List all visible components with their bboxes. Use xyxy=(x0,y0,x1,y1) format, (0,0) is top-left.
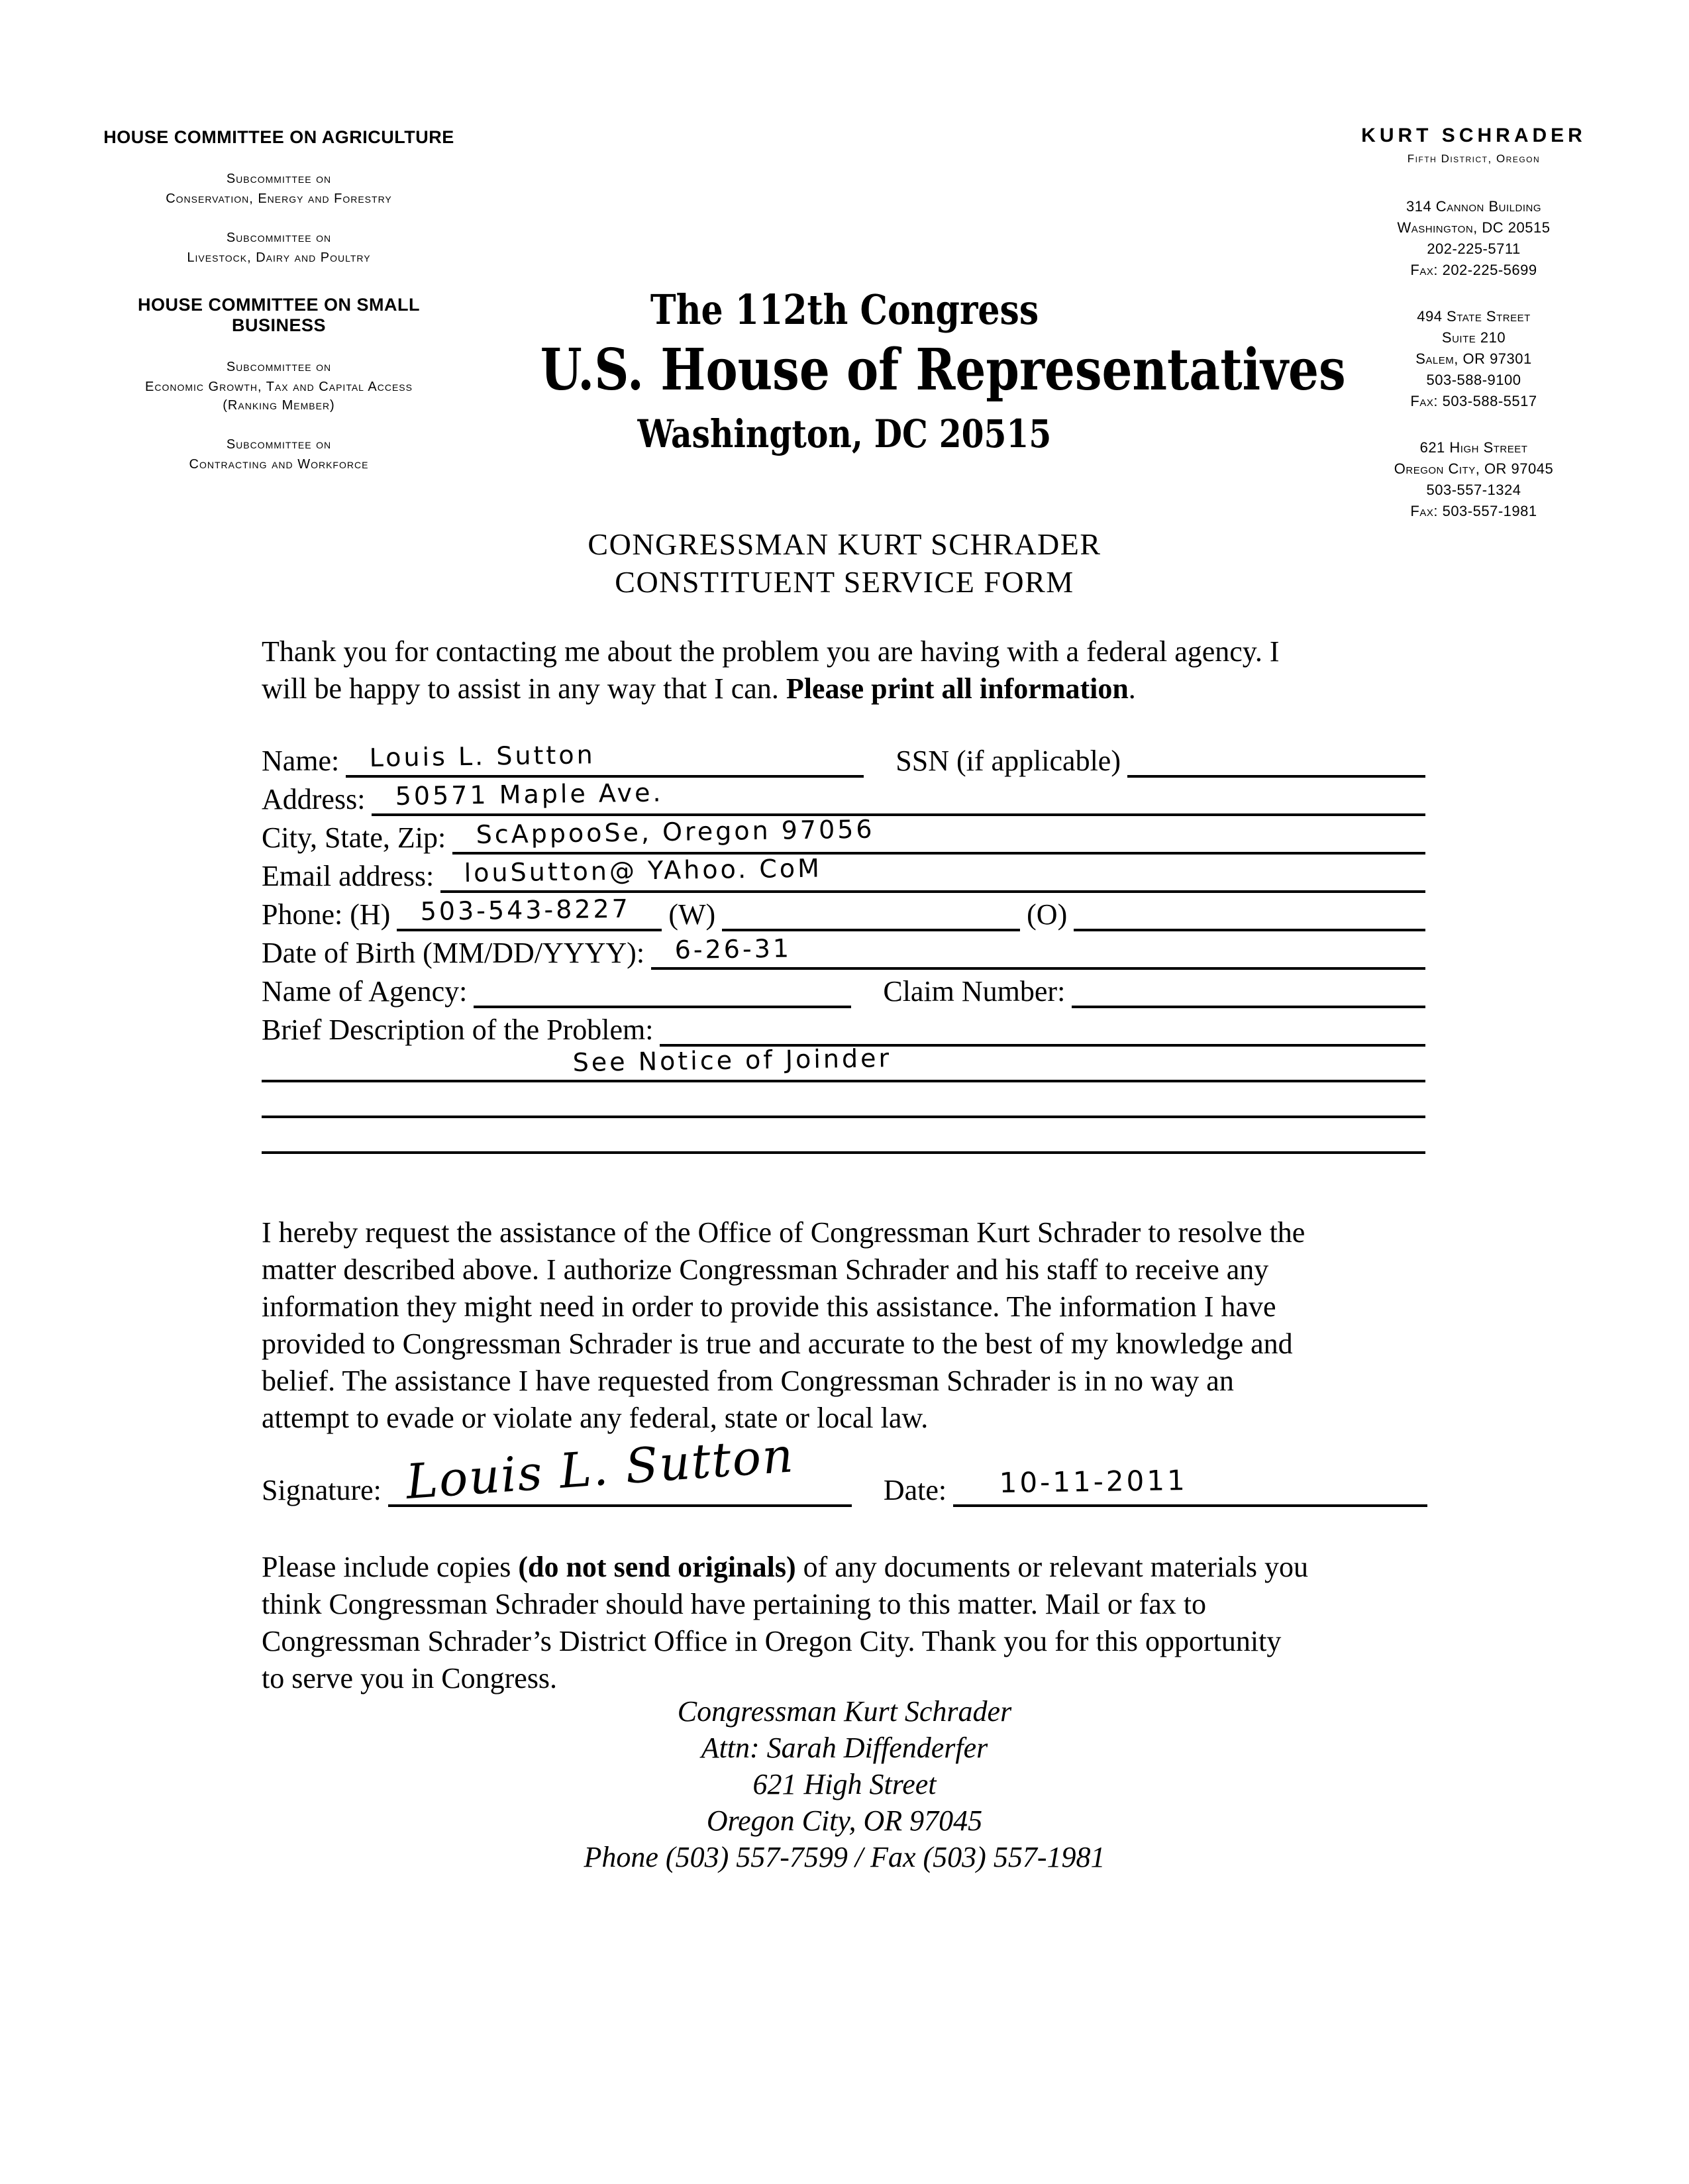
signature-row xyxy=(262,1427,1427,1510)
office-line: Oregon City, OR 97045 xyxy=(1394,460,1554,477)
name-value: Louis L. Sutton xyxy=(369,740,596,772)
problem-description-line xyxy=(262,1082,1425,1118)
district-office-line: Congressman Kurt Schrader xyxy=(677,1695,1012,1728)
email-row xyxy=(262,855,1425,893)
authorization-line: information they might need in order to provide this assistance. The information I have xyxy=(262,1290,1276,1323)
ssn-label: SSN (if applicable) xyxy=(896,745,1121,777)
office-line: Washington, DC 20515 xyxy=(1397,219,1551,236)
district-office-line: 621 High Street xyxy=(752,1768,937,1800)
subcommittee-name-livestock: Livestock, Dairy and Poultry xyxy=(187,250,371,265)
masthead-chamber: U.S. House of Representatives xyxy=(540,337,1346,403)
ranking-member-note: (Ranking Member) xyxy=(223,398,335,413)
problem-description-underline xyxy=(262,1043,1425,1082)
mailing-text: of any documents or relevant materials you xyxy=(795,1551,1309,1583)
phone-work-label: (W) xyxy=(668,898,716,931)
form-fields xyxy=(262,739,1425,1154)
committee-letterhead xyxy=(91,127,466,472)
form-title xyxy=(0,525,1689,601)
district-office-line: Attn: Sarah Diffenderfer xyxy=(701,1732,988,1764)
office-line: 314 Cannon Building xyxy=(1406,198,1541,215)
name-underline xyxy=(346,739,864,778)
member-name: KURT SCHRADER xyxy=(1361,125,1586,146)
city-state-zip-value: ScAppooSe, Oregon 97056 xyxy=(476,814,876,849)
claim-number-underline xyxy=(1072,970,1425,1008)
district-office-line: Oregon City, OR 97045 xyxy=(706,1804,983,1837)
masthead xyxy=(464,285,1346,462)
subcommittee-label: Subcommittee on xyxy=(226,172,332,186)
agency-row xyxy=(262,970,1425,1008)
subcommittee-name-contracting: Contracting and Workforce xyxy=(189,457,369,472)
name-label: Name: xyxy=(262,745,340,777)
subcommittee-label: Subcommittee on xyxy=(226,360,332,374)
address-underline xyxy=(372,778,1425,816)
phone-row xyxy=(262,893,1425,931)
address-row xyxy=(262,778,1425,816)
mailing-text: Please include copies xyxy=(262,1551,519,1583)
authorization-line: matter described above. I authorize Congressman Schrader and his staff to receive any xyxy=(262,1253,1269,1286)
email-value: louSutton@ YAhoo. CoM xyxy=(464,853,823,888)
intro-line: Thank you for contacting me about the problem you are having with a federal agency. I xyxy=(262,635,1280,668)
intro-text: will be happy to assist in any way that I can. xyxy=(262,672,786,705)
phone-home-underline xyxy=(397,893,662,931)
district-office-line: Phone (503) 557-7599 / Fax (503) 557-1981 xyxy=(584,1841,1105,1873)
intro-line xyxy=(262,670,1434,707)
problem-description-line xyxy=(262,1043,1425,1082)
name-row xyxy=(262,739,1425,778)
committee-title-small-business: HOUSE COMMITTEE ON SMALL BUSINESS xyxy=(138,295,420,335)
office-line: Fax: 202-225-5699 xyxy=(1410,262,1537,278)
subcommittee-name-conservation: Conservation, Energy and Forestry xyxy=(166,191,392,206)
problem-description-underline xyxy=(660,1008,1425,1047)
mailing-instructions-line xyxy=(262,1549,1434,1586)
dob-value: 6-26-31 xyxy=(674,933,792,964)
office-line: 621 High Street xyxy=(1419,439,1528,456)
mailing-instructions-paragraph xyxy=(262,1549,1434,1697)
intro-period: . xyxy=(1128,672,1136,705)
phone-work-underline xyxy=(722,893,1020,931)
office-line: 494 State Street xyxy=(1417,308,1531,325)
subcommittee-name-economic-growth: Economic Growth, Tax and Capital Access xyxy=(145,380,413,394)
authorization-line: attempt to evade or violate any federal, state or local law. xyxy=(262,1402,929,1434)
problem-description-underline xyxy=(262,1118,1425,1154)
agency-label: Name of Agency: xyxy=(262,975,468,1008)
signature-underline xyxy=(388,1427,852,1510)
member-district: Fifth District, Oregon xyxy=(1407,152,1541,165)
office-address-salem xyxy=(1317,306,1631,412)
mailing-instructions-line: think Congressman Schrader should have pertaining to this matter. Mail or fax to xyxy=(262,1588,1207,1620)
subcommittee-label: Subcommittee on xyxy=(226,437,332,452)
office-line: Fax: 503-557-1981 xyxy=(1410,503,1537,519)
mailing-instructions-line: to serve you in Congress. xyxy=(262,1662,558,1694)
member-letterhead xyxy=(1317,125,1631,522)
ssn-underline xyxy=(1127,739,1425,778)
masthead-city: Washington, DC 20515 xyxy=(637,411,1052,456)
problem-description-line xyxy=(262,1118,1425,1154)
office-line: 503-588-9100 xyxy=(1426,372,1521,388)
phone-home-value: 503-543-8227 xyxy=(420,894,631,926)
office-address-oregon-city xyxy=(1317,437,1631,522)
do-not-send-originals-emphasis: (do not send originals) xyxy=(518,1551,796,1583)
office-line: 202-225-5711 xyxy=(1427,240,1521,257)
date-label: Date: xyxy=(883,1474,947,1506)
print-all-information-emphasis: Please print all information xyxy=(786,672,1129,705)
problem-description-underline xyxy=(262,1082,1425,1118)
date-underline xyxy=(953,1453,1427,1507)
problem-description-label: Brief Description of the Problem: xyxy=(262,1014,654,1046)
office-line: 503-557-1324 xyxy=(1426,482,1521,498)
signature-value: Louis L. Sutton xyxy=(403,1427,796,1510)
dob-underline xyxy=(651,931,1425,970)
office-line: Salem, OR 97301 xyxy=(1415,350,1532,367)
mailing-instructions-line: Congressman Schrader’s District Office in Oregon City. Thank you for this opportunity xyxy=(262,1625,1282,1657)
address-label: Address: xyxy=(262,783,366,815)
claim-number-label: Claim Number: xyxy=(883,975,1066,1008)
agency-underline xyxy=(474,970,851,1008)
office-line: Fax: 503-588-5517 xyxy=(1410,393,1537,409)
phone-home-label: Phone: (H) xyxy=(262,898,391,931)
address-value: 50571 Maple Ave. xyxy=(395,778,664,811)
authorization-line: belief. The assistance I have requested from Congressman Schrader is in no way an xyxy=(262,1365,1234,1397)
city-state-zip-underline xyxy=(452,816,1425,855)
committee-title-agriculture: HOUSE COMMITTEE ON AGRICULTURE xyxy=(103,127,454,147)
city-state-zip-row xyxy=(262,816,1425,855)
date-value: 10-11-2011 xyxy=(999,1464,1188,1499)
signature-label: Signature: xyxy=(262,1474,382,1506)
authorization-paragraph xyxy=(262,1214,1434,1437)
phone-other-underline xyxy=(1074,893,1425,931)
subcommittee-label: Subcommittee on xyxy=(226,231,332,245)
office-address-dc xyxy=(1317,196,1631,281)
district-office-block xyxy=(0,1693,1689,1875)
dob-label: Date of Birth (MM/DD/YYYY): xyxy=(262,937,645,969)
email-underline xyxy=(440,855,1425,893)
office-line: Suite 210 xyxy=(1441,329,1506,346)
form-title-line1: CONGRESSMAN KURT SCHRADER xyxy=(588,527,1101,561)
email-label: Email address: xyxy=(262,860,435,892)
problem-description-row xyxy=(262,1008,1425,1047)
authorization-line: provided to Congressman Schrader is true and accurate to the best of my knowledge and xyxy=(262,1327,1293,1360)
masthead-congress: The 112th Congress xyxy=(650,286,1039,334)
city-state-zip-label: City, State, Zip: xyxy=(262,821,446,854)
phone-other-label: (O) xyxy=(1027,898,1068,931)
problem-description-value: See Notice of Joinder xyxy=(572,1043,892,1077)
intro-paragraph xyxy=(262,633,1434,707)
form-title-line2: CONSTITUENT SERVICE FORM xyxy=(615,565,1074,599)
dob-row xyxy=(262,931,1425,970)
authorization-line: I hereby request the assistance of the Office of Congressman Kurt Schrader to resolve the xyxy=(262,1216,1305,1249)
